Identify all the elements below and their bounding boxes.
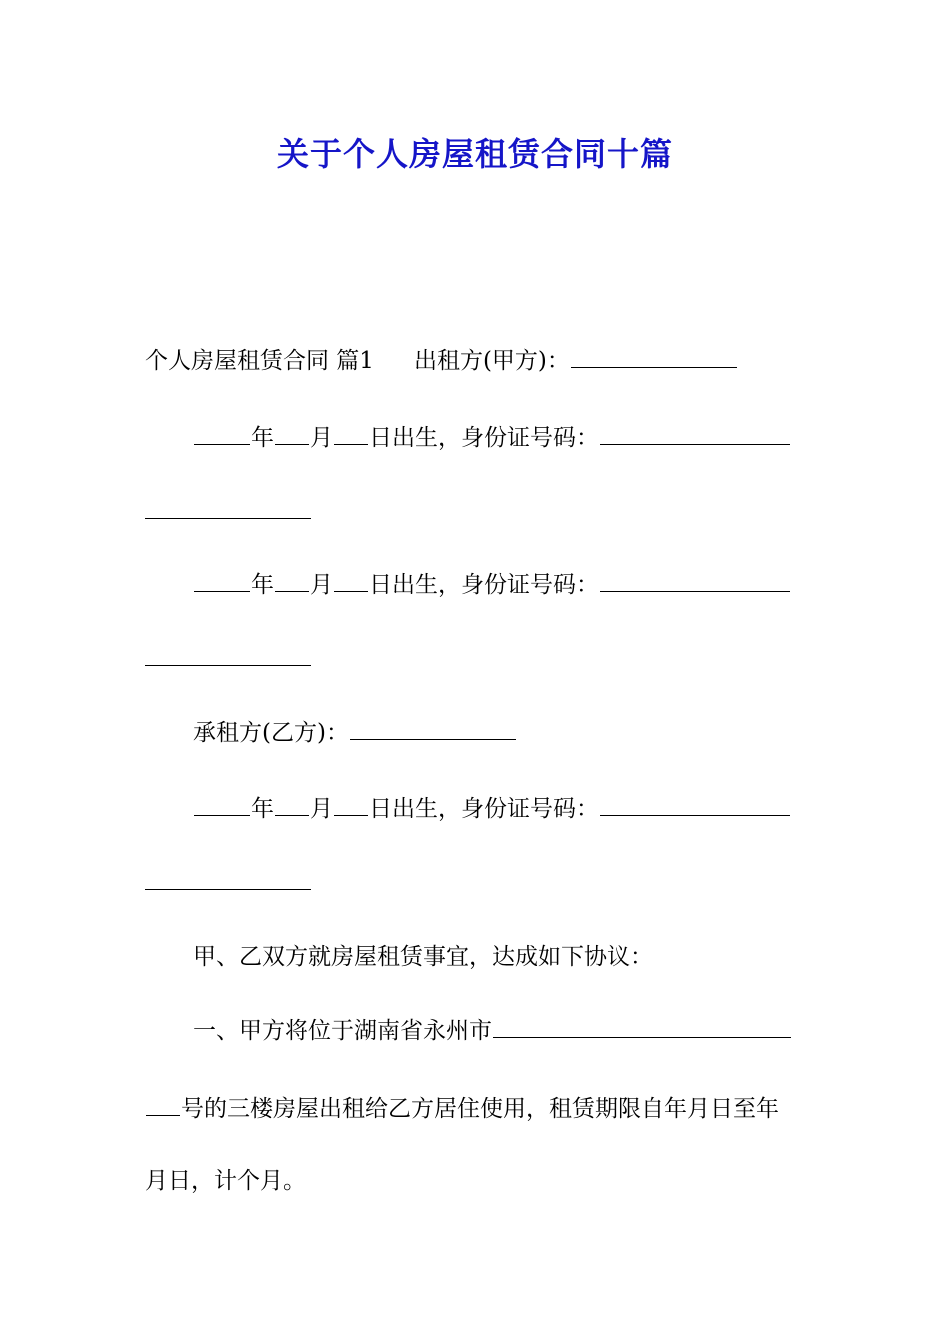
clause-1-text-a: 一、甲方将位于湖南省永州市 bbox=[193, 1018, 492, 1044]
month-label: 月 bbox=[310, 796, 333, 822]
month-blank bbox=[275, 571, 309, 592]
id-number-label: 日出生，身份证号码： bbox=[369, 796, 599, 822]
year-blank bbox=[194, 571, 250, 592]
clause-1-line-1 bbox=[193, 1016, 792, 1046]
document-title: 关于个人房屋租赁合同十篇 bbox=[276, 135, 673, 173]
id-number-blank-continued bbox=[145, 498, 311, 519]
year-label: 年 bbox=[251, 796, 274, 822]
contract-heading: 个人房屋租赁合同 篇1 bbox=[145, 348, 374, 374]
year-blank bbox=[194, 795, 250, 816]
year-label: 年 bbox=[251, 572, 274, 598]
contract-heading-line bbox=[145, 346, 738, 376]
month-blank bbox=[275, 795, 309, 816]
lessee-label: 承租方(乙方)： bbox=[193, 720, 349, 746]
id-number-blank bbox=[600, 571, 790, 592]
house-number-blank bbox=[146, 1095, 180, 1116]
month-blank bbox=[275, 424, 309, 445]
lessor-label: 出租方(甲方)： bbox=[413, 348, 570, 374]
lessor-birth-line-1 bbox=[193, 423, 791, 453]
id-number-blank bbox=[600, 424, 790, 445]
clause-1-line-3 bbox=[145, 1166, 306, 1196]
year-blank bbox=[194, 424, 250, 445]
month-label: 月 bbox=[310, 425, 333, 451]
month-label: 月 bbox=[310, 572, 333, 598]
id-number-label: 日出生，身份证号码： bbox=[369, 572, 599, 598]
agreement-line bbox=[193, 942, 653, 972]
agreement-text: 甲、乙双方就房屋租赁事宜，达成如下协议： bbox=[193, 944, 653, 970]
day-blank bbox=[334, 795, 368, 816]
id-number-label: 日出生，身份证号码： bbox=[369, 425, 599, 451]
lessee-blank bbox=[350, 719, 516, 740]
day-blank bbox=[334, 424, 368, 445]
year-label: 年 bbox=[251, 425, 274, 451]
day-blank bbox=[334, 571, 368, 592]
clause-1-text-c: 月日，计个月。 bbox=[145, 1168, 306, 1194]
lessee-birth-line bbox=[193, 794, 791, 824]
id-number-blank bbox=[600, 795, 790, 816]
address-blank bbox=[493, 1017, 791, 1038]
lessee-line bbox=[193, 718, 517, 748]
lessor-birth-line-2 bbox=[193, 570, 791, 600]
id-number-blank-continued bbox=[145, 869, 311, 890]
clause-1-text-b: 号的三楼房屋出租给乙方居住使用，租赁期限自年月日至年 bbox=[181, 1096, 779, 1122]
lessor-blank bbox=[571, 347, 737, 368]
clause-1-line-2 bbox=[145, 1094, 779, 1124]
id-number-blank-continued bbox=[145, 645, 311, 666]
